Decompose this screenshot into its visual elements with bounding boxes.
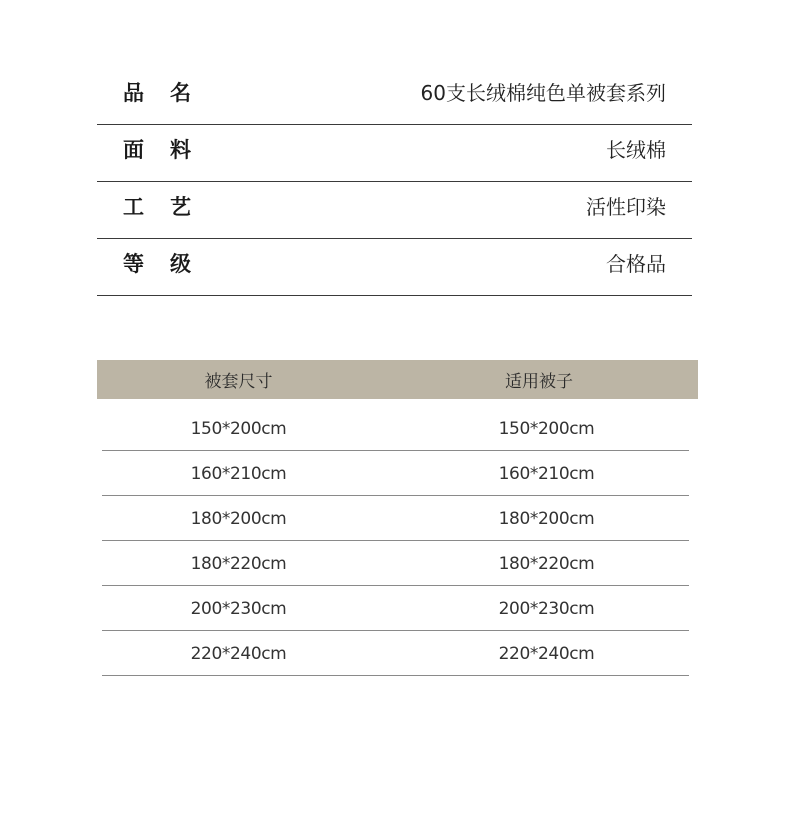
size-table-header: [97, 360, 698, 399]
table-row: [102, 497, 689, 541]
spec-value: 60支长绒棉纯色单被套系列: [420, 81, 666, 105]
quilt-size-cell: 180*220cm: [498, 553, 595, 574]
cover-size-cell: 200*230cm: [190, 598, 287, 619]
spec-value: 长绒棉: [606, 138, 666, 162]
size-table-body: [102, 407, 689, 676]
cover-size-cell: 160*210cm: [190, 463, 287, 484]
quilt-size-cell: 160*210cm: [498, 463, 595, 484]
cover-size-cell: 150*200cm: [190, 418, 287, 439]
spec-label: 工艺: [123, 195, 217, 219]
spec-label: 品名: [123, 81, 217, 105]
table-row: [102, 452, 689, 496]
table-row: [102, 587, 689, 631]
spec-row-name: [97, 68, 692, 125]
quilt-size-cell: 220*240cm: [498, 643, 595, 664]
header-quilt-size: 适用被子: [505, 372, 573, 392]
table-row: [102, 542, 689, 586]
spec-list: [97, 68, 692, 296]
spec-label: 等级: [123, 252, 217, 276]
spec-value: 活性印染: [586, 195, 666, 219]
quilt-size-cell: 200*230cm: [498, 598, 595, 619]
spec-row-grade: [97, 239, 692, 296]
spec-row-fabric: [97, 125, 692, 182]
cover-size-cell: 180*220cm: [190, 553, 287, 574]
cover-size-cell: 180*200cm: [190, 508, 287, 529]
cover-size-cell: 220*240cm: [190, 643, 287, 664]
table-row: [102, 407, 689, 451]
quilt-size-cell: 150*200cm: [498, 418, 595, 439]
quilt-size-cell: 180*200cm: [498, 508, 595, 529]
header-cover-size: 被套尺寸: [204, 372, 273, 392]
spec-row-process: [97, 182, 692, 239]
spec-value: 合格品: [606, 252, 666, 276]
table-row: [102, 632, 689, 676]
spec-label: 面料: [123, 138, 217, 162]
size-table: [97, 360, 698, 677]
